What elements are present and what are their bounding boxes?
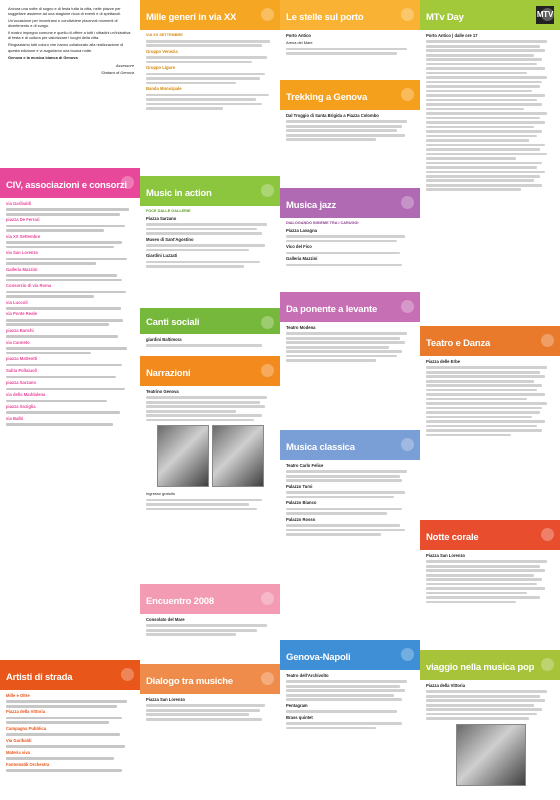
ponente-sub: Teatro Modena xyxy=(286,325,316,330)
civ-item: via XX Settembre xyxy=(6,233,41,239)
narrazioni-sub: Teatrino Genova xyxy=(146,389,179,394)
section-title: Artisti di strada xyxy=(6,672,73,683)
viaggio-sub: Piazza della Vittoria xyxy=(426,683,466,688)
encuentro-body xyxy=(140,614,280,664)
section-header-jazz xyxy=(280,188,420,218)
artisti-item: Fantomatik Orchestra xyxy=(6,761,50,767)
classica-sub: Teatro Carlo Felice xyxy=(286,463,324,468)
section-title: Narrazioni xyxy=(146,368,191,379)
canti-body xyxy=(140,334,280,356)
trekking-sub: Dal Troggio di Santa Brigida a Piazza Colombo xyxy=(286,113,379,118)
music-item: Museo di Sant'Agostino xyxy=(146,236,194,242)
encuentro-sub: Consolato del Mare xyxy=(146,617,185,622)
classica-item: Palazzo Rosso xyxy=(286,516,316,522)
civ-item: piazza Sarzano xyxy=(6,380,37,386)
artisti-item: Mille e Oltre xyxy=(6,693,30,698)
civ-item: Consorzio di via Roma xyxy=(6,283,52,289)
artisti-item: Piazza della Vittoria xyxy=(6,709,46,715)
classica-item: Palazzo Bianco xyxy=(286,500,317,506)
performer-photo xyxy=(456,724,526,786)
notte-sub: Piazza San Lorenzo xyxy=(426,553,466,558)
mille-item: Banda Municipale xyxy=(146,86,182,92)
section-header-classica xyxy=(280,430,420,460)
civ-item: piazza Matteotti xyxy=(6,356,38,362)
column-4 xyxy=(420,0,560,800)
section-title: Music in action xyxy=(146,188,212,199)
narrazioni-caption: Ingresso gratuito xyxy=(146,491,175,497)
genova-body xyxy=(280,670,420,800)
civ-item: via Canneto xyxy=(6,339,30,345)
section-header-stelle xyxy=(280,0,420,30)
mille-item: Gruppo Ligure xyxy=(146,65,176,71)
section-header-ponente xyxy=(280,292,420,322)
column-3 xyxy=(280,0,420,800)
intro-paragraph: Ancora una notte di sogno e di festa tutta la citta, nelle piazze per suggellare assieme ad una stagione ricca di eventi e di spettacoli. xyxy=(8,6,122,17)
classica-body xyxy=(280,460,420,640)
section-header-teatro xyxy=(420,326,560,356)
stelle-sub: Porto Antico xyxy=(286,33,311,38)
mille-item: Gruppo Venezia xyxy=(146,48,178,54)
section-title: Notte corale xyxy=(426,532,479,543)
ponente-body xyxy=(280,322,420,430)
section-header-genova xyxy=(280,640,420,670)
section-title: viaggio nella musica pop xyxy=(426,662,535,673)
section-header-music xyxy=(140,176,280,206)
civ-item: piazza Soziglia xyxy=(6,404,36,409)
genova-sub: Teatro dell'Archivolto xyxy=(286,673,329,678)
section-header-trekking xyxy=(280,80,420,110)
civ-item: via San Lorenzo xyxy=(6,250,39,256)
section-header-dialogo xyxy=(140,664,280,694)
section-title: Genova-Napoli xyxy=(286,652,351,663)
canti-sub: giardini Baltimora xyxy=(146,337,182,342)
mille-body xyxy=(140,30,280,176)
jazz-item: Vico del Fico xyxy=(286,244,312,250)
genova-item: Brass quintet xyxy=(286,714,313,720)
jazz-item: Galleria Mazzini xyxy=(286,256,318,262)
music-item: Giardini Luzzati xyxy=(146,253,178,259)
teatro-body xyxy=(420,356,560,520)
civ-item: via Ponte Reale xyxy=(6,311,37,317)
section-title: Canti sociali xyxy=(146,317,200,328)
section-title: Encuentro 2008 xyxy=(146,596,214,607)
trekking-body xyxy=(280,110,420,188)
intro-text xyxy=(8,6,134,75)
artisti-item: Via Garibaldi xyxy=(6,737,32,743)
viaggio-body xyxy=(420,680,560,800)
intro-paragraph: Un'occasione per incontrarsi e condividere piacevoli momenti di divertimento e di svago. xyxy=(8,18,118,29)
mille-sub: VIA XX SETTEMBRE xyxy=(146,33,183,37)
artisti-list xyxy=(0,690,140,800)
section-title: Da ponente a levante xyxy=(286,304,378,315)
section-title: Trekking a Genova xyxy=(286,92,368,103)
section-header-mtv xyxy=(420,0,560,30)
section-title: Dialogo tra musiche xyxy=(146,676,233,687)
music-sub: FOCE DALLE GALLERIE xyxy=(146,209,191,213)
teatro-sub: Piazza delle Erbe xyxy=(426,359,460,364)
section-header-encuentro xyxy=(140,584,280,614)
section-title: Musica classica xyxy=(286,442,355,453)
genova-item: Pentagram xyxy=(286,702,308,708)
dialogo-sub: Piazza San Lorenzo xyxy=(146,697,186,702)
civ-lines xyxy=(6,201,135,426)
jazz-sub: DIALOGANDO INSIEME TRA I CARUGGI xyxy=(286,221,359,225)
performer-photo xyxy=(157,425,209,487)
civ-item: via Balbi xyxy=(6,415,24,421)
section-header-artisti xyxy=(0,660,140,690)
section-header-notte xyxy=(420,520,560,550)
section-title: Musica jazz xyxy=(286,200,337,211)
section-title: MTv Day xyxy=(426,12,464,23)
section-header-mille xyxy=(140,0,280,30)
section-header-viaggio xyxy=(420,650,560,680)
intro-closing: Genova e la musica bianca di Genova xyxy=(8,54,78,60)
classica-item: Palazzo Tursi xyxy=(286,483,313,489)
civ-item: via Garibaldi xyxy=(6,201,32,206)
narrazioni-body xyxy=(140,386,280,584)
intro-paragraph: Ringraziamo tutti coloro che hanno collaborato alla realizzazione di questa edizione e vi auguriamo una buona notte. xyxy=(8,42,124,53)
section-title: CIV, associazioni e consorzi xyxy=(6,180,127,191)
civ-item: Galleria Mazzini xyxy=(6,266,38,272)
stelle-body xyxy=(280,30,420,80)
jazz-item: Piazza Lavagna xyxy=(286,227,317,233)
notte-body xyxy=(420,550,560,650)
civ-item: via della Maddalena xyxy=(6,392,46,398)
mtv-sub: Porto Antico | dalle ore 17 xyxy=(426,33,478,38)
column-2 xyxy=(140,0,280,800)
civ-item: piazza Banchi xyxy=(6,327,34,333)
signature-name: Assessore xyxy=(115,62,134,68)
intro-paragraph: Il nostro impegno comune e quello di offrire a tutti i cittadini un'iniziativa di festa e di cultura per valorizzare i luoghi della citta. xyxy=(8,30,131,41)
section-header-civ xyxy=(0,168,140,198)
mtv-body xyxy=(420,30,560,326)
section-header-narrazioni xyxy=(140,356,280,386)
music-body xyxy=(140,206,280,308)
artisti-item: Materia viva xyxy=(6,749,30,755)
performer-photo xyxy=(212,425,264,487)
civ-item: piazza De Ferrari xyxy=(6,217,40,223)
section-title: Mille generi in via XX xyxy=(146,12,237,23)
jazz-body xyxy=(280,218,420,292)
mtv-logo: MTV xyxy=(536,6,554,24)
civ-list xyxy=(0,198,140,446)
music-item: Piazza Sarzano xyxy=(146,215,177,221)
section-title: Le stelle sul porto xyxy=(286,12,364,23)
civ-item: Salita Pollaiuoli xyxy=(6,368,37,374)
dialogo-body xyxy=(140,694,280,754)
section-header-canti xyxy=(140,308,280,334)
stelle-place: Arena del Mare xyxy=(286,40,313,46)
artisti-item: Campagna Pubblica xyxy=(6,725,47,731)
civ-item: via Luccoli xyxy=(6,299,28,305)
signature-role: Sindaco di Genova xyxy=(101,69,134,75)
section-title: Teatro e Danza xyxy=(426,338,491,349)
